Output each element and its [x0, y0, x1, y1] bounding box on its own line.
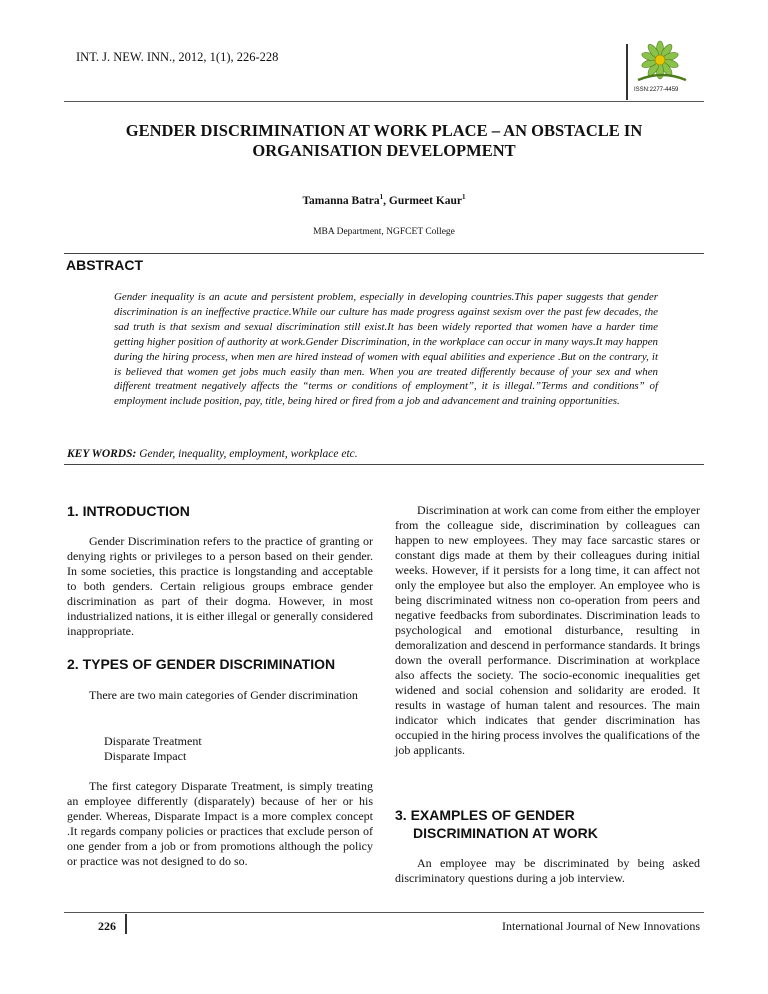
introduction-heading: 1. INTRODUCTION [67, 503, 190, 519]
discrimination-paragraph: Discrimination at work can come from either the employer from the colleague side, discrimination by colleagues can happen to new employees. They may face sarcastic stares or constant digs made at them by their colleagues during initial weeks. However, if it persists for a long time, it can affect not only the employee but also the employer. An employee who is being discriminated witness non co-operation from peers and negative feedbacks from subordinates. Discrimination leads to psychological and emotional disturbance, resulting in demoralization and descend in performance standards. It brings down the overall performance. Discrimination at workplace also affects the society. The socio-economic inequalities get widened and social cohension and solidarity are eroded. It results in wastage of human talent and resources. The main indicator which indicates that gender discrimination has occupied in the hiring process involves the qualifications of the job applicants. [395, 503, 700, 757]
paper-title [90, 121, 678, 161]
author-1: Tamanna Batra [302, 194, 380, 207]
affiliation: MBA Department, NGFCET College [313, 227, 455, 237]
footer-rule [64, 912, 704, 913]
examples-paragraph: An employee may be discriminated by being asked discriminatory questions during a job interview. [395, 856, 700, 885]
page-number: 226 [98, 919, 116, 933]
keywords-rule [64, 464, 704, 465]
examples-heading-line-1: 3. EXAMPLES OF GENDER [395, 807, 575, 823]
header-rule [64, 101, 704, 102]
title-line-1: GENDER DISCRIMINATION AT WORK PLACE – AN OBSTACLE IN [125, 121, 643, 140]
flower-icon [641, 41, 679, 79]
authors [64, 193, 704, 207]
author-2: Gurmeet Kaur [388, 194, 463, 207]
keywords [67, 448, 358, 460]
keywords-label: KEY WORDS: [67, 448, 137, 460]
logo-divider [626, 44, 628, 100]
page-number-bar [125, 914, 127, 934]
author-2-affil-mark: 1 [462, 193, 466, 201]
types-paragraph-1: There are two main categories of Gender discrimination [89, 688, 358, 702]
types-paragraph-2: The first category Disparate Treatment, is simply treating an employee differently (disparately) because of her or his gender. Whereas, Disparate Impact is a more complex concept .It regards company policies or practices that exclude person of one gender from a job or from promotions although the policy or practice was not designed to do so. [67, 779, 373, 868]
journal-logo-icon [634, 40, 690, 88]
list-item: Disparate Treatment [104, 734, 202, 748]
author-1-affil-mark: 1 [379, 193, 384, 201]
examples-heading [395, 806, 700, 842]
journal-reference: INT. J. NEW. INN., 2012, 1(1), 226-228 [76, 50, 279, 64]
footer-journal-name: International Journal of New Innovations [502, 919, 700, 933]
abstract-top-rule [64, 253, 704, 254]
list-item: Disparate Impact [104, 749, 187, 763]
author-separator: , [383, 194, 389, 207]
introduction-paragraph: Gender Discrimination refers to the practice of granting or denying rights or privileges to a person based on their gender. In some societies, this practice is longstanding and acceptable to both genders. Certain religious groups embrace gender discrimination as part of their dogma. However, in most industrialized nations, it is either illegal or generally considered inappropriate. [67, 534, 373, 638]
title-line-2: ORGANISATION DEVELOPMENT [252, 141, 516, 160]
abstract-body: Gender inequality is an acute and persistent problem, especially in developing countries.This paper suggests that gender discrimination is an ineffective practice.While our culture has made progress against sexism over the past few decades, the sad truth is that sexism and sexual discrimination still exist.It has been widely reported that women have a harder time getting higher position of authority at work.Gender Discrimination, in the workplace can occur in many ways.It may happen during the hiring process, when men are hired instead of women with equal abilities and experience .But on the contrary, it is believed that women get jobs much easily than men. When you are treated differently because of your sex and when different treatment negatively affects the “terms or conditions of employment”, it is illegal.”Terms and conditions” of employment include position, pay, title, being hired or fired from a job and advancement and training opportunities. [114, 291, 658, 408]
examples-heading-line-2: DISCRIMINATION AT WORK [413, 825, 598, 841]
types-heading: 2. TYPES OF GENDER DISCRIMINATION [67, 656, 336, 672]
issn-label: ISSN:2277-4459 [634, 87, 679, 93]
abstract-heading: ABSTRACT [66, 257, 143, 273]
keywords-text: Gender, inequality, employment, workplace etc. [136, 448, 358, 460]
